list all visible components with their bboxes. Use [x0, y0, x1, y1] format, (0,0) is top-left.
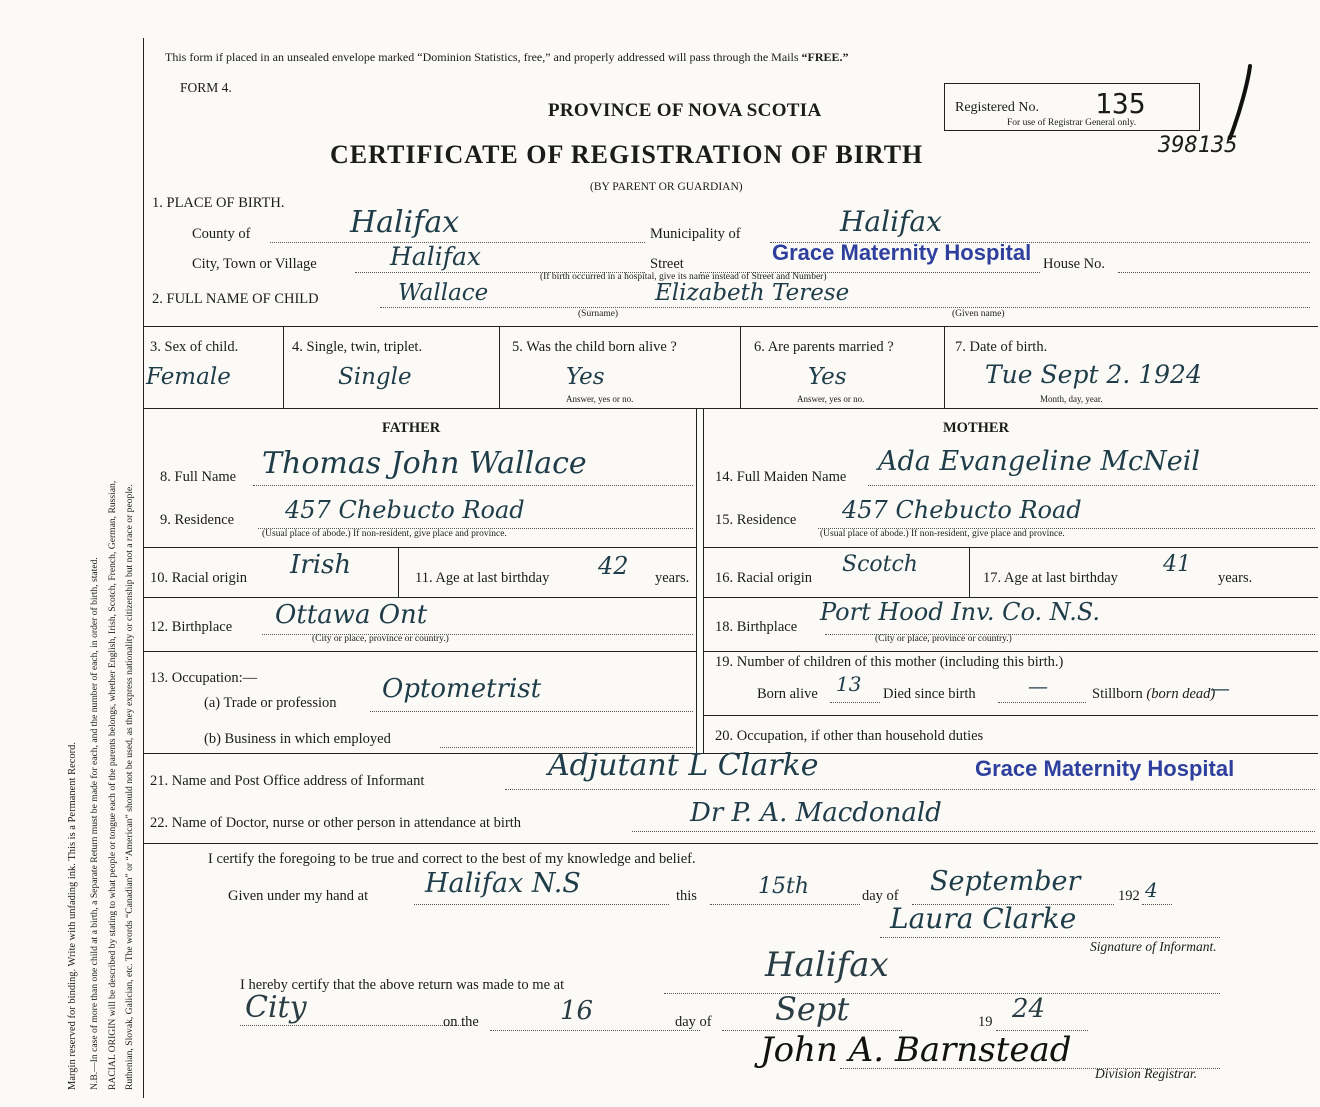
father-age-label: 11. Age at last birthday — [415, 570, 550, 586]
city-label: City, Town or Village — [192, 256, 317, 272]
mother-racial-label: 16. Racial origin — [715, 570, 813, 586]
plurality-value: Single — [338, 364, 412, 390]
married-caption: Answer, yes or no. — [797, 394, 865, 404]
side-note-multiple-births: N.B.—In case of more than one child at a birth, a Separate Return must be made for each, and the number of each, in order of birth, stated. — [89, 557, 100, 1090]
occupation-label: 13. Occupation:— — [150, 670, 258, 686]
mother-birthplace-label: 18. Birthplace — [715, 619, 798, 635]
certify-month-value: September — [930, 866, 1081, 897]
registrar-place-extra: City — [245, 990, 307, 1025]
mother-residence-caption: (Usual place of abode.) If non-resident, give place and province. — [820, 529, 1065, 539]
registrar-year-value: 24 — [1012, 994, 1046, 1024]
registrar-on-the-label: on the — [443, 1014, 479, 1030]
mother-header: MOTHER — [943, 420, 1010, 436]
mail-note — [165, 50, 849, 65]
informant-name-value: Adjutant L Clarke — [548, 748, 819, 783]
form-number: FORM 4. — [180, 80, 232, 95]
mail-note-free: “FREE.” — [801, 50, 849, 64]
trade-value: Optometrist — [382, 674, 542, 704]
surname-caption: (Surname) — [578, 309, 619, 319]
surname-value: Wallace — [398, 280, 489, 306]
died-label: Died since birth — [883, 686, 976, 702]
children-count-label: 19. Number of children of this mother (including this birth.) — [715, 654, 1064, 670]
registrar-signature-caption: Division Registrar. — [1095, 1066, 1198, 1081]
mother-name-value: Ada Evangeline McNeil — [878, 446, 1201, 477]
registered-box — [944, 83, 1200, 131]
hospital-note: (If birth occurred in a hospital, give its name instead of Street and Number) — [540, 272, 827, 282]
county-value: Halifax — [350, 205, 460, 240]
given-name-value: Elizabeth Terese — [655, 280, 850, 306]
side-notes — [0, 0, 140, 1107]
child-name-label: 2. FULL NAME OF CHILD — [152, 291, 319, 307]
informant-address-value: Grace Maternity Hospital — [975, 756, 1235, 781]
mother-occupation-label: 20. Occupation, if other than household duties — [715, 728, 984, 744]
municipality-label: Municipality of — [650, 226, 741, 242]
registered-value: 135 — [1095, 87, 1146, 120]
sex-value: Female — [146, 364, 231, 390]
born-alive-count-label: Born alive — [757, 686, 818, 702]
father-birthplace-value: Ottawa Ont — [275, 600, 428, 630]
married-value: Yes — [808, 364, 847, 390]
stillborn-note: (born dead) — [1146, 686, 1216, 702]
mother-residence-value: 457 Chebucto Road — [842, 496, 1082, 524]
registrar-month-value: Sept — [775, 990, 850, 1028]
certify-day-value: 15th — [758, 874, 810, 899]
died-value: — — [1028, 674, 1048, 698]
city-value: Halifax — [390, 242, 481, 271]
mother-birthplace-value: Port Hood Inv. Co. N.S. — [820, 598, 1101, 626]
born-alive-caption: Answer, yes or no. — [566, 394, 634, 404]
registrar-year-prefix: 19 — [978, 1014, 993, 1030]
father-header: FATHER — [382, 420, 441, 436]
certify-statement: I certify the foregoing to be true and correct to the best of my knowledge and belief. — [208, 851, 696, 867]
certify-day-of-label: day of — [862, 888, 899, 904]
father-racial-value: Irish — [290, 550, 352, 580]
father-age-value: 42 — [598, 552, 629, 580]
registrar-statement: I hereby certify that the above return was made to me at — [240, 977, 565, 993]
married-label: 6. Are parents married ? — [754, 339, 894, 355]
informant-label: 21. Name and Post Office address of Informant — [150, 773, 425, 789]
mother-racial-value: Scotch — [842, 552, 918, 577]
side-note-binding: Margin reserved for binding. Write with unfading ink. This is a Permanent Record. — [67, 741, 78, 1090]
registrar-signature: John A. Barnstead — [760, 1030, 1072, 1070]
born-alive-count-value: 13 — [836, 672, 862, 696]
mother-residence-label: 15. Residence — [715, 512, 797, 528]
place-of-birth-label: 1. PLACE OF BIRTH. — [152, 195, 285, 211]
mother-birthplace-caption: (City or place, province or country.) — [875, 634, 1012, 644]
dob-caption: Month, day, year. — [1040, 394, 1103, 404]
mother-age-label: 17. Age at last birthday — [983, 570, 1118, 586]
side-note-racial-origin: RACIAL ORIGIN will be described by stating to what people or tongue each of the parents belongs, whether English, Irish, Scotch, French, German, Russian, — [107, 480, 118, 1090]
side-note-nationality: Ruthenian, Slovak, Galician, etc. The words “Canadian” or “American” should not be used, as they express nationality or citizenship but not a race or people. — [124, 484, 135, 1090]
mother-years-label: years. — [1218, 570, 1253, 586]
informant-signature: Laura Clarke — [890, 902, 1077, 935]
informant-signature-caption: Signature of Informant. — [1090, 939, 1217, 954]
born-alive-value: Yes — [566, 364, 605, 390]
given-place-value: Halifax N.S — [425, 868, 581, 899]
mail-note-text: This form if placed in an unsealed envelope marked “Dominion Statistics, free,” and properly addressed will pass through the Mails — [165, 50, 802, 64]
province-title: PROVINCE OF NOVA SCOTIA — [548, 100, 822, 121]
registered-label: Registered No. — [955, 100, 1039, 115]
registrar-day-of-label: day of — [675, 1014, 712, 1030]
father-birthplace-caption: (City or place, province or country.) — [312, 634, 449, 644]
stillborn-label — [1092, 686, 1215, 703]
stillborn-text: Stillborn — [1092, 686, 1143, 702]
registrar-note: For use of Registrar General only. — [1007, 118, 1137, 128]
given-label: Given under my hand at — [228, 888, 369, 904]
doctor-label: 22. Name of Doctor, nurse or other person in attendance at birth — [150, 815, 522, 831]
born-alive-label: 5. Was the child born alive ? — [512, 339, 677, 355]
doctor-value: Dr P. A. Macdonald — [690, 798, 942, 828]
father-residence-label: 9. Residence — [160, 512, 235, 528]
check-mark — [1210, 62, 1270, 142]
street-label: Street — [650, 256, 684, 272]
trade-label: (a) Trade or profession — [204, 695, 337, 711]
father-racial-label: 10. Racial origin — [150, 570, 248, 586]
municipality-value: Halifax — [840, 205, 942, 238]
mother-age-value: 41 — [1163, 552, 1191, 577]
mother-name-label: 14. Full Maiden Name — [715, 469, 847, 485]
plurality-label: 4. Single, twin, triplet. — [292, 339, 423, 355]
certify-year-prefix: 192 — [1118, 888, 1140, 904]
street-value: Grace Maternity Hospital — [772, 240, 1032, 265]
given-name-caption: (Given name) — [952, 309, 1005, 319]
sex-label: 3. Sex of child. — [150, 339, 239, 355]
father-residence-value: 457 Chebucto Road — [285, 496, 525, 524]
registrar-day-value: 16 — [560, 996, 594, 1026]
page-title: CERTIFICATE OF REGISTRATION OF BIRTH — [330, 140, 924, 169]
county-label: County of — [192, 226, 251, 242]
father-years-label: years. — [655, 570, 690, 586]
father-birthplace-label: 12. Birthplace — [150, 619, 233, 635]
stillborn-value: — — [1210, 676, 1230, 700]
dob-value: Tue Sept 2. 1924 — [985, 360, 1202, 389]
father-name-value: Thomas John Wallace — [262, 446, 587, 481]
certify-year-value: 4 — [1145, 878, 1158, 902]
page-subtitle: (BY PARENT OR GUARDIAN) — [590, 181, 743, 193]
certify-this-label: this — [676, 888, 697, 904]
registrar-place-value: Halifax — [765, 945, 889, 985]
father-residence-caption: (Usual place of abode.) If non-resident, give place and province. — [262, 529, 507, 539]
file-number: 398135 — [1158, 133, 1238, 158]
father-name-label: 8. Full Name — [160, 469, 237, 485]
dob-label: 7. Date of birth. — [955, 339, 1048, 355]
house-label: House No. — [1043, 256, 1106, 272]
left-margin-line — [143, 38, 144, 1098]
business-label: (b) Business in which employed — [204, 731, 391, 747]
